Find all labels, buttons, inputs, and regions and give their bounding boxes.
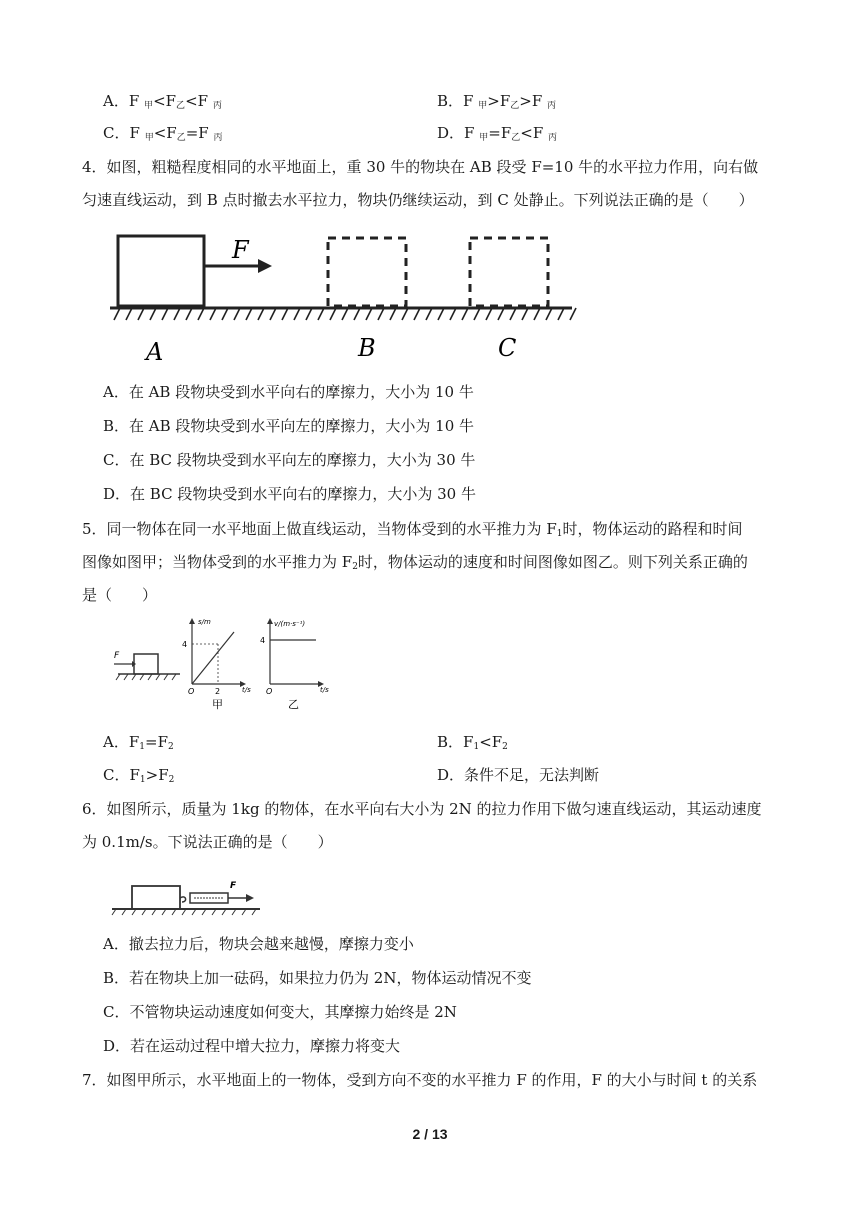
q6-block	[132, 886, 180, 909]
q6-option-a: A．撤去拉力后，物块会越来越慢，摩擦力变小	[103, 935, 414, 953]
q5-stem-line2: 图像如图甲；当物体受到的水平推力为 $F_2$时，物体运动的速度和时间图像如图乙。则下列关系正确的	[82, 553, 748, 572]
q5-block	[134, 654, 158, 674]
block-c-dashed	[470, 238, 548, 306]
q6-option-c: C．不管物块运动速度如何变大，其摩擦力始终是 2N	[103, 1003, 457, 1021]
q7-stem-line1: 7．如图甲所示，水平地面上的一物体，受到方向不变的水平推力 F 的作用，F 的大小与时间 t 的关系	[82, 1071, 758, 1089]
graph1-xlabel: t/s	[242, 686, 251, 694]
graph2-caption: 乙	[288, 698, 299, 711]
ground-hatch	[162, 308, 168, 320]
ground-hatch	[558, 308, 564, 320]
q4-option-c: C．在 BC 段物块受到水平向左的摩擦力，大小为 30 牛	[103, 451, 476, 469]
q4-stem-line2: 匀速直线运动，到 B 点时撤去水平拉力，物块仍继续运动，到 C 处静止。下列说法正确的是（ ）	[82, 191, 754, 209]
ground-hatch	[546, 308, 552, 320]
graph2-origin: O	[266, 687, 273, 696]
graph1-ytick: 4	[182, 640, 188, 649]
graph2-ytick: 4	[260, 636, 266, 645]
q5-option-a: A．$F_1=F_2$	[103, 733, 174, 752]
q4-option-a: A．在 AB 段物块受到水平向右的摩擦力，大小为 10 牛	[103, 383, 474, 401]
ground-hatch	[282, 308, 288, 320]
ground-hatch	[342, 308, 348, 320]
q5-option-c: C．$F_1>F_2$	[103, 766, 175, 785]
point-c-label: C	[498, 334, 517, 362]
graph2-ylabel: v/(m·s⁻¹)	[274, 620, 306, 628]
ground-hatch	[498, 308, 504, 320]
ground-hatch	[570, 308, 576, 320]
arrow-head	[258, 259, 272, 273]
q4-figure	[100, 228, 580, 368]
q4-stem-line1: 4．如图，粗糙程度相同的水平地面上，重 30 牛的物块在 AB 段受 F=10 牛的水平拉力作用，向右做	[82, 158, 759, 176]
ground-hatch	[354, 308, 360, 320]
q6-option-b: B．若在物块上加一砝码，如果拉力仍为 2N，物体运动情况不变	[103, 969, 532, 987]
ground-hatch	[114, 308, 120, 320]
q5-option-d: D．条件不足，无法判断	[437, 766, 600, 784]
q5-force-label: F	[114, 651, 120, 661]
s-t-line	[192, 632, 234, 684]
ground-hatch	[174, 308, 180, 320]
ground-hatch	[234, 308, 240, 320]
point-b-label: B	[358, 334, 376, 362]
graph1-ylabel: s/m	[198, 618, 211, 626]
ground-hatch	[522, 308, 528, 320]
ground-hatch	[270, 308, 276, 320]
q5-figure	[108, 612, 358, 712]
ground-hatch	[378, 308, 384, 320]
ground-hatch	[306, 308, 312, 320]
graph1-caption: 甲	[212, 698, 223, 711]
ground-hatch	[402, 308, 408, 320]
q4-option-b: B．在 AB 段物块受到水平向左的摩擦力，大小为 10 牛	[103, 417, 475, 435]
ground-hatch	[426, 308, 432, 320]
ground-hatch	[330, 308, 336, 320]
ground-hatch	[462, 308, 468, 320]
block-a	[118, 236, 204, 306]
q6-option-d: D．若在运动过程中增大拉力，摩擦力将变大	[103, 1037, 401, 1055]
ground-hatch	[294, 308, 300, 320]
ground-hatch	[150, 308, 156, 320]
graph1-origin: O	[188, 687, 195, 696]
ground-hatch	[318, 308, 324, 320]
ground-hatch	[126, 308, 132, 320]
page-number: 2 / 13	[412, 1126, 448, 1142]
q5-option-b: B．$F_1<F_2$	[437, 733, 508, 752]
ground-hatch	[486, 308, 492, 320]
ground-hatch	[414, 308, 420, 320]
force-label: F	[232, 236, 249, 264]
ground-hatch	[246, 308, 252, 320]
q5-stem-line3: 是（ ）	[82, 586, 158, 604]
ground-hatch	[510, 308, 516, 320]
ground-hatch	[438, 308, 444, 320]
ground-hatch	[210, 308, 216, 320]
ground-hatch	[366, 308, 372, 320]
ground-hatch	[258, 308, 264, 320]
q3-option-a: A．F $_甲<F_乙<F$ $_丙$	[103, 92, 222, 111]
graph2-xlabel: t/s	[320, 686, 329, 694]
q4-option-d: D．在 BC 段物块受到水平向右的摩擦力，大小为 30 牛	[103, 485, 476, 503]
ground-hatch	[390, 308, 396, 320]
ground-hatch	[450, 308, 456, 320]
ground-hatch	[534, 308, 540, 320]
q3-option-b: B．F $_甲>F_乙>F$ $_丙$	[437, 92, 557, 111]
q3-option-c: C．F $_甲<F_乙=F$ $_丙$	[103, 124, 223, 143]
block-b-dashed	[328, 238, 406, 306]
ground-hatch	[198, 308, 204, 320]
q3-option-d: D．F $_甲=F_乙<F$ $_丙$	[437, 124, 558, 143]
q6-stem-line1: 6．如图所示，质量为 1kg 的物体，在水平向右大小为 2N 的拉力作用下做匀速直线运动，其运动速度	[82, 800, 762, 818]
q6-force-label: F	[230, 881, 237, 891]
graph1-xtick: 2	[215, 687, 221, 696]
q6-stem-line2: 为 0.1m/s。下说法正确的是（ ）	[82, 833, 333, 851]
ground-hatch	[222, 308, 228, 320]
ground-hatch	[474, 308, 480, 320]
ground-hatch	[138, 308, 144, 320]
point-a-label: A	[146, 338, 164, 366]
q6-figure	[110, 866, 270, 918]
ground-hatch	[186, 308, 192, 320]
q5-stem-line1: 5．同一物体在同一水平地面上做直线运动，当物体受到的水平推力为 $F_1$时，物体运动的路程和时间	[82, 520, 743, 539]
